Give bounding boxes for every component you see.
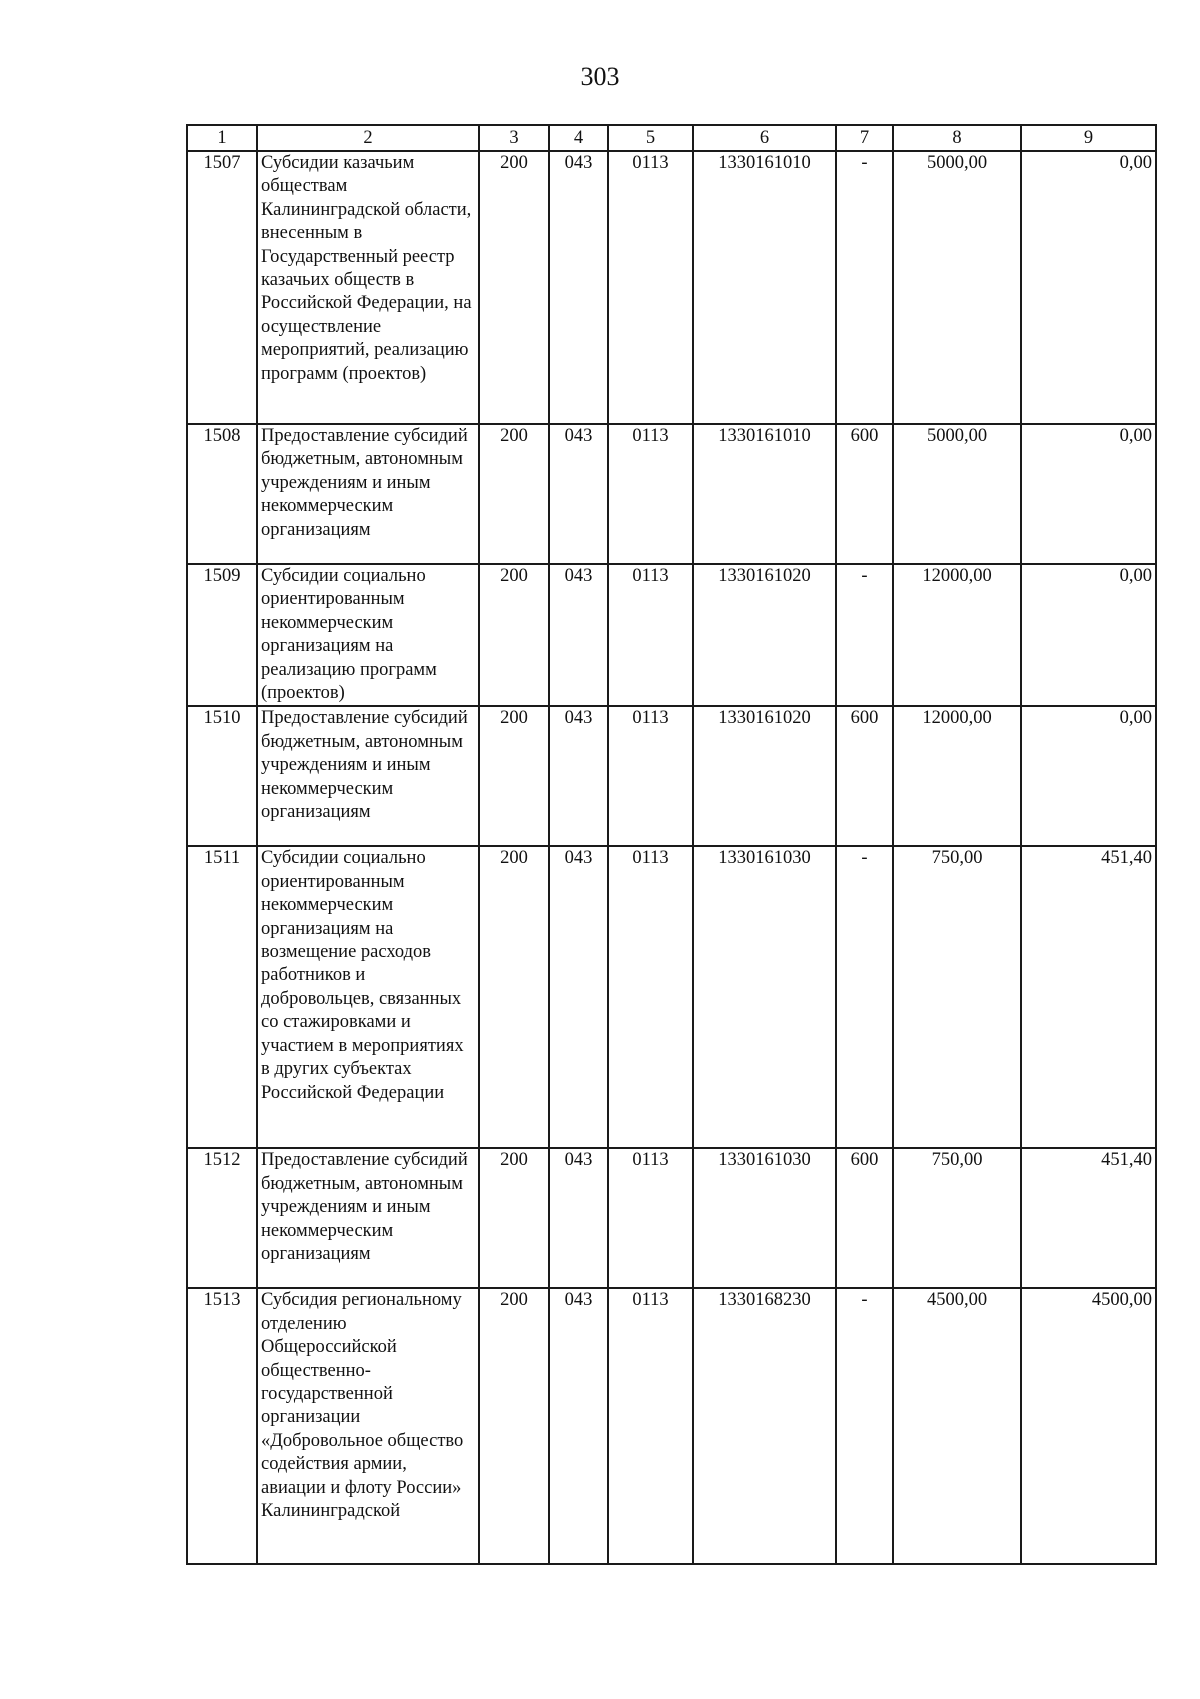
col-header-7: 7 [836, 125, 893, 151]
cell-col5: 0113 [608, 564, 693, 706]
cell-col3: 200 [479, 846, 549, 1148]
row-number: 1513 [187, 1288, 257, 1564]
col-header-1: 1 [187, 125, 257, 151]
table-row [187, 1148, 1156, 1288]
cell-col3: 200 [479, 151, 549, 424]
cell-col8: 5000,00 [893, 151, 1021, 424]
cell-col5: 0113 [608, 706, 693, 846]
cell-col7: - [836, 1288, 893, 1564]
page-number: 303 [580, 62, 620, 91]
budget-table [186, 124, 1157, 1565]
table-row [187, 151, 1156, 424]
table-row [187, 706, 1156, 846]
cell-col9: 0,00 [1021, 424, 1156, 564]
cell-col6: 1330161010 [693, 151, 836, 424]
cell-col7: - [836, 846, 893, 1148]
cell-col9: 4500,00 [1021, 1288, 1156, 1564]
row-description: Предоставление субсидий бюджетным, автономным учреждениям и иным некоммерческим организациям [257, 1148, 479, 1288]
cell-col7: 600 [836, 424, 893, 564]
row-number: 1510 [187, 706, 257, 846]
col-header-4: 4 [549, 125, 608, 151]
cell-col6: 1330161030 [693, 1148, 836, 1288]
row-description: Субсидии социально ориентированным некоммерческим организациям на возмещение расходов работников и добровольцев, связанных со стажировками и участием в мероприятиях в других субъектах Российской Федерации [257, 846, 479, 1148]
cell-col3: 200 [479, 706, 549, 846]
cell-col4: 043 [549, 564, 608, 706]
cell-col8: 4500,00 [893, 1288, 1021, 1564]
table-row [187, 424, 1156, 564]
col-header-3: 3 [479, 125, 549, 151]
row-description: Предоставление субсидий бюджетным, автономным учреждениям и иным некоммерческим организациям [257, 424, 479, 564]
cell-col6: 1330161020 [693, 564, 836, 706]
cell-col7: - [836, 564, 893, 706]
col-header-2: 2 [257, 125, 479, 151]
table-row [187, 846, 1156, 1148]
cell-col5: 0113 [608, 1148, 693, 1288]
cell-col8: 12000,00 [893, 564, 1021, 706]
cell-col6: 1330168230 [693, 1288, 836, 1564]
cell-col3: 200 [479, 1288, 549, 1564]
cell-col4: 043 [549, 846, 608, 1148]
cell-col8: 12000,00 [893, 706, 1021, 846]
cell-col4: 043 [549, 424, 608, 564]
col-header-6: 6 [693, 125, 836, 151]
cell-col9: 0,00 [1021, 706, 1156, 846]
row-description: Субсидии казачьим обществам Калининградской области, внесенным в Государственный реестр казачьих обществ в Российской Федерации, на осуществление мероприятий, реализацию программ (проектов) [257, 151, 479, 424]
cell-col6: 1330161030 [693, 846, 836, 1148]
cell-col9: 451,40 [1021, 846, 1156, 1148]
row-description: Субсидия региональному отделению Общероссийской общественно-государственной организации «Добровольное общество содействия армии, авиации и флоту России» Калининградской [257, 1288, 479, 1564]
cell-col9: 451,40 [1021, 1148, 1156, 1288]
cell-col3: 200 [479, 564, 549, 706]
row-description: Субсидии социально ориентированным некоммерческим организациям на реализацию программ (проектов) [257, 564, 479, 706]
cell-col5: 0113 [608, 424, 693, 564]
cell-col6: 1330161010 [693, 424, 836, 564]
row-number: 1507 [187, 151, 257, 424]
cell-col3: 200 [479, 424, 549, 564]
table-row [187, 564, 1156, 706]
cell-col7: 600 [836, 1148, 893, 1288]
row-description: Предоставление субсидий бюджетным, автономным учреждениям и иным некоммерческим организациям [257, 706, 479, 846]
col-header-9: 9 [1021, 125, 1156, 151]
row-number: 1512 [187, 1148, 257, 1288]
row-number: 1509 [187, 564, 257, 706]
cell-col9: 0,00 [1021, 564, 1156, 706]
cell-col8: 750,00 [893, 1148, 1021, 1288]
cell-col4: 043 [549, 1148, 608, 1288]
cell-col7: 600 [836, 706, 893, 846]
cell-col5: 0113 [608, 1288, 693, 1564]
cell-col4: 043 [549, 706, 608, 846]
header-row [187, 125, 1156, 151]
cell-col5: 0113 [608, 846, 693, 1148]
table-row [187, 1288, 1156, 1564]
cell-col4: 043 [549, 1288, 608, 1564]
cell-col7: - [836, 151, 893, 424]
row-number: 1508 [187, 424, 257, 564]
cell-col5: 0113 [608, 151, 693, 424]
cell-col8: 750,00 [893, 846, 1021, 1148]
cell-col6: 1330161020 [693, 706, 836, 846]
col-header-5: 5 [608, 125, 693, 151]
cell-col8: 5000,00 [893, 424, 1021, 564]
cell-col4: 043 [549, 151, 608, 424]
cell-col9: 0,00 [1021, 151, 1156, 424]
row-number: 1511 [187, 846, 257, 1148]
col-header-8: 8 [893, 125, 1021, 151]
cell-col3: 200 [479, 1148, 549, 1288]
